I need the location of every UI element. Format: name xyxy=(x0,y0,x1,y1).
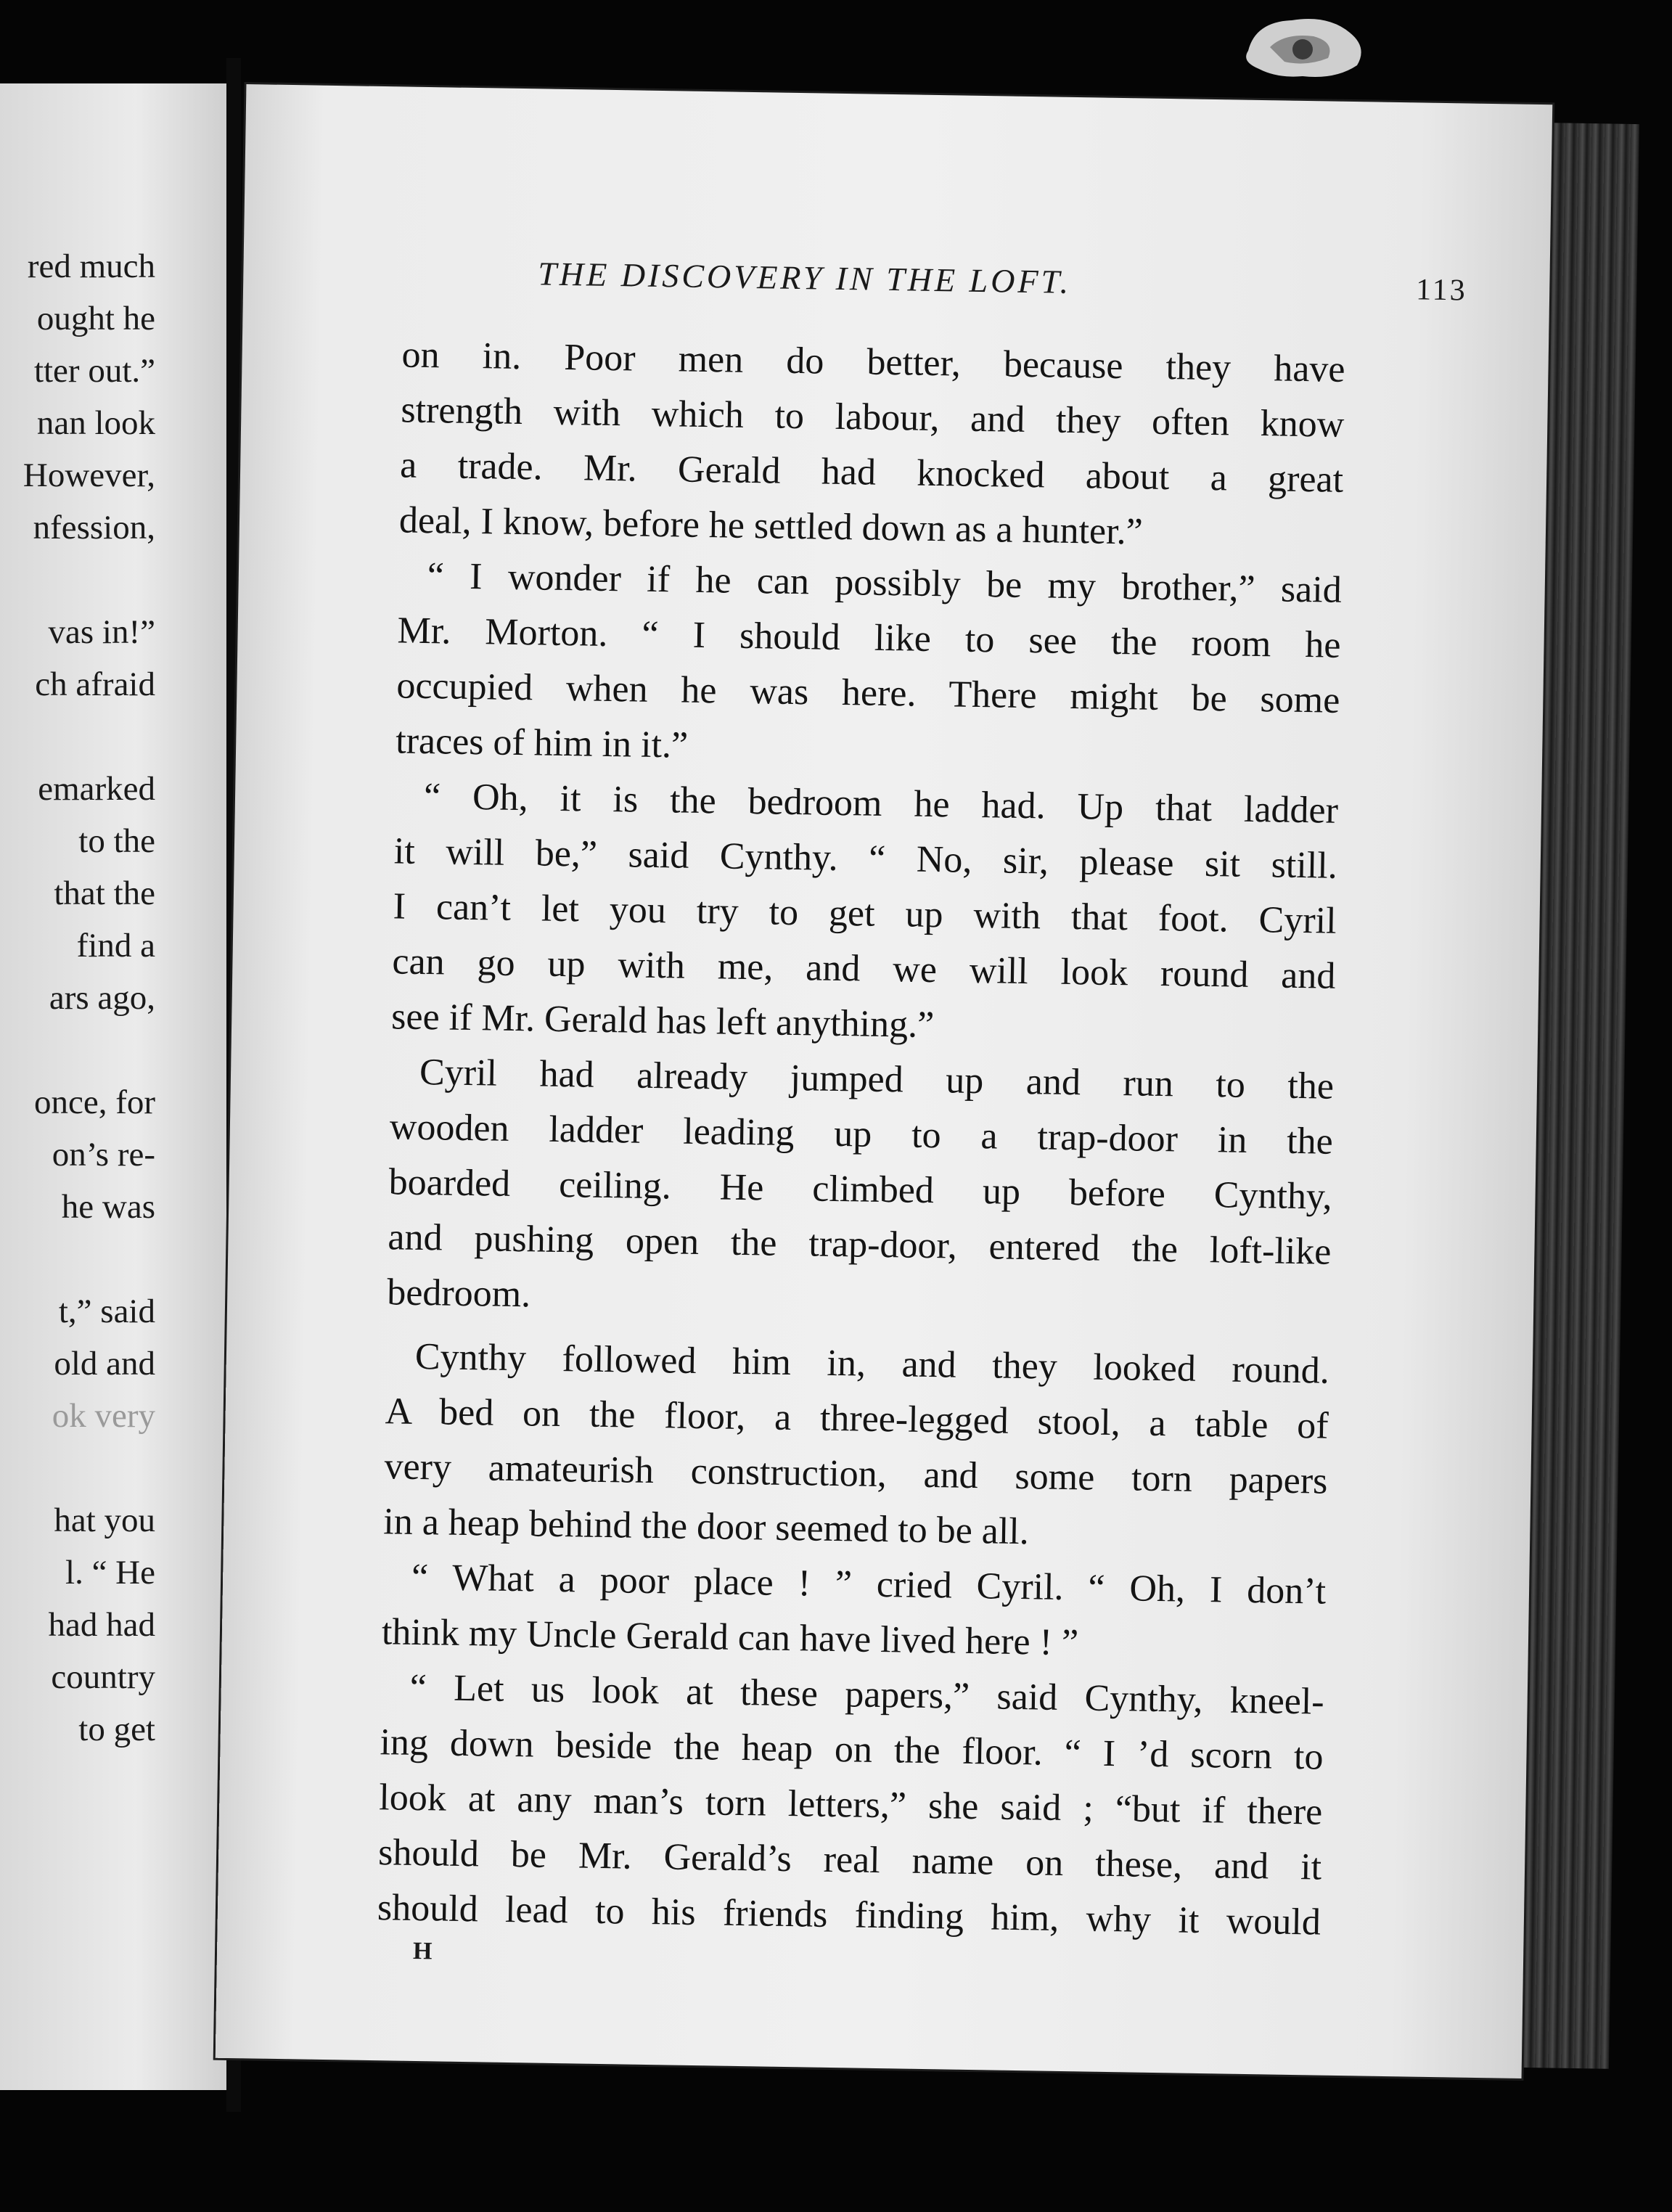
left-page-line: country xyxy=(51,1658,155,1696)
text-line: traces of him in it.” xyxy=(395,720,689,766)
left-page-line: on’s re- xyxy=(52,1136,155,1173)
text-line: Cyril had already jumped up and run to the xyxy=(419,1051,1335,1107)
signature-mark: H xyxy=(412,1937,433,1965)
text-line: “ I wonder if he can possibly be my brother,” said xyxy=(427,555,1343,611)
left-page-line: ought he xyxy=(36,300,155,337)
text-line: it will be,” said Cynthy. “ No, sir, please sit still. xyxy=(393,830,1338,887)
left-page-line: he was xyxy=(61,1188,155,1226)
text-line: very amateurish construction, and some torn papers xyxy=(384,1446,1328,1502)
left-page-text xyxy=(0,83,226,2090)
text-line: Mr. Morton. “ I should like to see the room he xyxy=(397,610,1341,666)
text-line: occupied when he was here. There might be some xyxy=(396,665,1340,721)
page-body xyxy=(377,333,1345,1943)
left-page-line: emarked xyxy=(38,770,155,808)
running-head: THE DISCOVERY IN THE LOFT. xyxy=(538,255,1072,300)
left-page-line: ars ago, xyxy=(49,979,155,1017)
right-page-wrap xyxy=(231,94,1624,2126)
text-line: a trade. Mr. Gerald had knocked about a great xyxy=(399,444,1344,501)
text-line: should be Mr. Gerald’s real name on these, and it xyxy=(377,1832,1322,1888)
text-line: in a heap behind the door seemed to be all. xyxy=(382,1501,1030,1553)
left-page-line: once, for xyxy=(33,1084,155,1121)
page-number: 113 xyxy=(1415,273,1468,308)
text-line: A bed on the floor, a three-legged stool, a table of xyxy=(385,1390,1329,1447)
left-page-line: to get xyxy=(78,1711,155,1748)
left-page-line: old and xyxy=(54,1345,155,1382)
text-line: can go up with me, and we will look round and xyxy=(392,941,1336,997)
text-line: Cynthy followed him in, and they looked round. xyxy=(414,1335,1330,1392)
left-page-line: ch afraid xyxy=(35,665,155,703)
text-line: think my Uncle Gerald can have lived here ! ” xyxy=(381,1611,1079,1664)
left-page-line: hat you xyxy=(54,1502,155,1539)
text-line: wooden ladder leading up to a trap-door in the xyxy=(389,1106,1334,1163)
left-page-line: to the xyxy=(78,822,155,860)
stain-mark xyxy=(1234,7,1372,87)
left-page-line: that the xyxy=(54,874,155,912)
left-page-line: had had xyxy=(48,1606,155,1644)
text-line: “ Let us look at these papers,” said Cynthy, kneel- xyxy=(409,1666,1325,1723)
text-line: “ What a poor place ! ” cried Cyril. “ Oh, I don’t xyxy=(411,1556,1327,1613)
text-line: strength with which to labour, and they often know xyxy=(401,389,1345,446)
text-line: look at any man’s torn letters,” she said ; “but if there xyxy=(378,1777,1323,1833)
text-line: ing down beside the heap on the floor. “ I ’d scorn to xyxy=(380,1721,1324,1778)
text-line: boarded ceiling. He climbed up before Cynthy, xyxy=(388,1161,1333,1218)
left-page-line: find a xyxy=(76,927,155,964)
left-page-line: vas in!” xyxy=(48,613,155,651)
left-page-line: However, xyxy=(22,456,155,494)
left-page-line: nan look xyxy=(36,404,155,442)
right-page xyxy=(216,84,1553,2078)
text-line: see if Mr. Gerald has left anything.” xyxy=(390,996,935,1046)
left-page-line: t,” said xyxy=(58,1293,155,1330)
left-page-line: nfession, xyxy=(33,509,155,546)
text-line: bedroom. xyxy=(386,1271,531,1316)
text-line: “ Oh, it is the bedroom he had. Up that ladder xyxy=(423,775,1339,832)
text-line: and pushing open the trap-door, entered the loft-like xyxy=(388,1216,1332,1273)
text-line: on in. Poor men do better, because they have xyxy=(401,334,1345,390)
text-line: should lead to his friends finding him, why it would xyxy=(377,1887,1321,1943)
page-header xyxy=(538,254,1518,320)
left-page-line: tter out.” xyxy=(33,352,155,390)
left-page-line: red much xyxy=(27,247,155,285)
left-page xyxy=(0,83,226,2090)
left-page-line: l. “ He xyxy=(65,1554,155,1592)
text-line: I can’t let you try to get up with that foot. Cyril xyxy=(393,885,1337,942)
left-page-line: ok very xyxy=(52,1397,155,1435)
text-line: deal, I know, before he settled down as a hunter.” xyxy=(398,499,1144,553)
